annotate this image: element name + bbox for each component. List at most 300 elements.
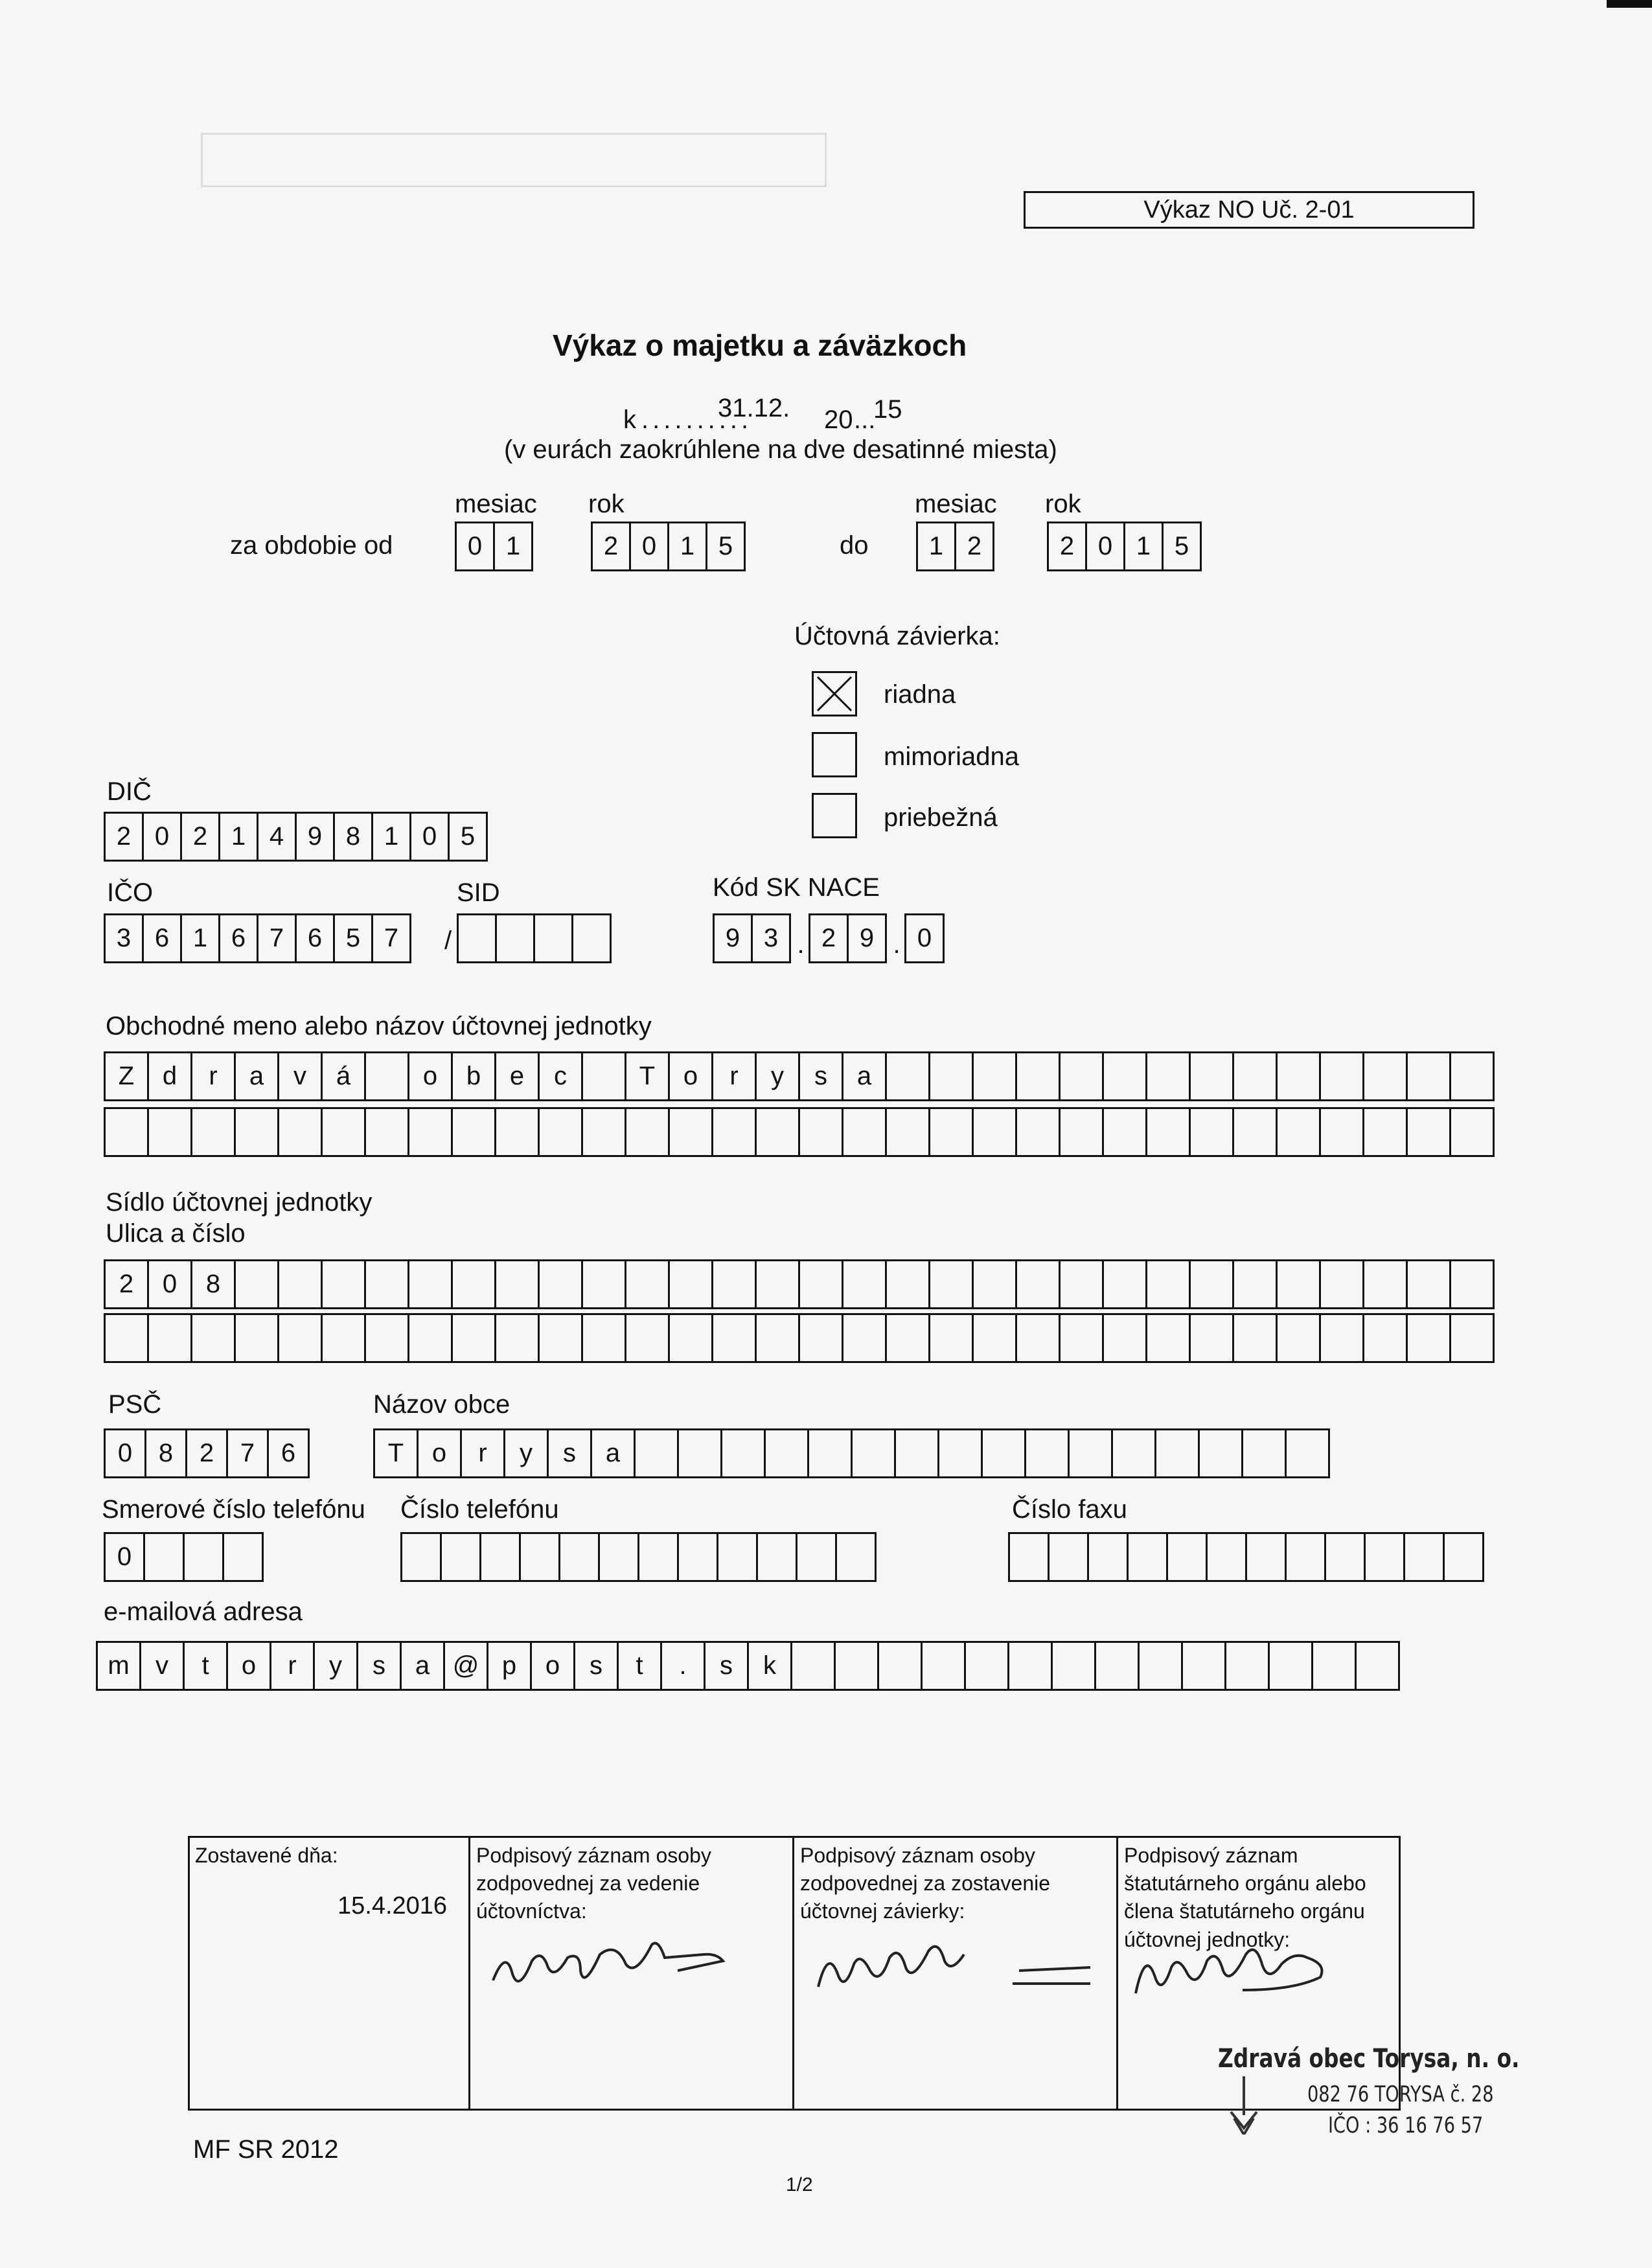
date-dots: .......... (641, 406, 753, 434)
char-cell[interactable] (277, 1313, 323, 1363)
char-cell[interactable] (1094, 1641, 1140, 1691)
char-cell[interactable]: 0 (104, 1428, 146, 1478)
char-cell[interactable] (842, 1259, 887, 1309)
char-cell[interactable] (928, 1107, 974, 1157)
char-cell[interactable] (711, 1313, 757, 1363)
char-cell[interactable]: 0 (1085, 521, 1125, 571)
char-cell[interactable] (1362, 1313, 1408, 1363)
char-cell[interactable]: a (400, 1641, 445, 1691)
char-cell[interactable]: 1 (493, 521, 533, 571)
char-cell[interactable] (1276, 1313, 1321, 1363)
char-cell[interactable]: 2 (1047, 521, 1087, 571)
char-cell[interactable]: k (747, 1641, 792, 1691)
char-cell[interactable] (1241, 1428, 1287, 1478)
char-cell[interactable] (1007, 1641, 1053, 1691)
char-cell[interactable]: p (487, 1641, 532, 1691)
char-cell[interactable]: 2 (104, 812, 144, 862)
char-cell[interactable] (1406, 1051, 1451, 1101)
page-title: Výkaz o majetku a záväzkoch (553, 328, 967, 362)
char-cell[interactable] (1145, 1051, 1191, 1101)
dic-field[interactable] (104, 812, 488, 862)
char-cell[interactable] (321, 1107, 366, 1157)
bleed-through-header (201, 133, 827, 187)
char-cell[interactable]: 0 (629, 521, 669, 571)
report-code-box (1024, 191, 1474, 229)
char-cell[interactable] (1285, 1532, 1326, 1582)
char-cell[interactable]: e (494, 1051, 540, 1101)
char-cell[interactable]: r (190, 1051, 236, 1101)
char-cell[interactable] (1276, 1107, 1321, 1157)
char-cell[interactable]: v (139, 1641, 185, 1691)
char-cell[interactable] (1102, 1259, 1147, 1309)
stamp-logo-icon (1224, 2076, 1263, 2135)
char-cell[interactable] (495, 913, 535, 963)
char-cell[interactable] (277, 1107, 323, 1157)
char-cell[interactable]: 8 (144, 1428, 187, 1478)
char-cell[interactable] (1008, 1532, 1050, 1582)
char-cell[interactable] (755, 1259, 800, 1309)
char-cell[interactable] (1319, 1259, 1364, 1309)
char-cell[interactable] (1102, 1051, 1147, 1101)
char-cell[interactable] (796, 1532, 837, 1582)
char-cell[interactable] (1059, 1107, 1104, 1157)
char-cell[interactable]: 6 (218, 913, 258, 963)
from-month-label: mesiac (455, 490, 537, 518)
char-cell[interactable] (668, 1107, 713, 1157)
char-cell[interactable]: 0 (147, 1259, 192, 1309)
char-cell[interactable] (143, 1532, 185, 1582)
char-cell[interactable] (1406, 1313, 1451, 1363)
char-cell[interactable] (1111, 1428, 1156, 1478)
char-cell[interactable] (928, 1259, 974, 1309)
char-cell[interactable] (1189, 1107, 1234, 1157)
char-cell[interactable] (1285, 1428, 1330, 1478)
char-cell[interactable] (440, 1532, 481, 1582)
year-prefix: 20 (824, 406, 853, 434)
char-cell[interactable] (798, 1107, 843, 1157)
char-cell[interactable] (1166, 1532, 1208, 1582)
char-cell[interactable] (1154, 1428, 1200, 1478)
char-cell[interactable] (1319, 1051, 1364, 1101)
char-cell[interactable]: . (660, 1641, 706, 1691)
char-cell[interactable]: á (321, 1051, 366, 1101)
char-cell[interactable]: 0 (142, 812, 182, 862)
char-cell[interactable] (972, 1259, 1017, 1309)
char-cell[interactable]: b (451, 1051, 496, 1101)
char-cell[interactable]: a (590, 1428, 636, 1478)
char-cell[interactable]: d (147, 1051, 192, 1101)
char-cell[interactable] (147, 1107, 192, 1157)
char-cell[interactable]: 2 (180, 812, 220, 862)
checkbox-priebezna[interactable] (812, 793, 857, 838)
date-prefix: k (623, 406, 636, 434)
char-cell[interactable] (234, 1259, 279, 1309)
signature-statements-label: Podpisový záznam osoby zodpovednej za zostavenie účtovnej závierky: (800, 1844, 1051, 1923)
char-cell[interactable]: T (625, 1051, 670, 1101)
char-cell[interactable] (457, 913, 497, 963)
char-cell[interactable]: 2 (591, 521, 631, 571)
char-cell[interactable] (1449, 1313, 1495, 1363)
char-cell[interactable] (1232, 1259, 1278, 1309)
char-cell[interactable] (533, 913, 573, 963)
char-cell[interactable]: 0 (455, 521, 495, 571)
char-cell[interactable]: 2 (954, 521, 994, 571)
char-cell[interactable] (364, 1259, 409, 1309)
report-code: Výkaz NO Uč. 2-01 (1143, 196, 1355, 223)
char-cell[interactable] (104, 1107, 149, 1157)
char-cell[interactable] (183, 1532, 224, 1582)
char-cell[interactable]: 1 (1123, 521, 1164, 571)
char-cell[interactable]: m (96, 1641, 141, 1691)
city-field[interactable] (373, 1428, 1330, 1478)
char-cell[interactable]: @ (443, 1641, 488, 1691)
char-cell[interactable]: 6 (267, 1428, 310, 1478)
char-cell[interactable]: 8 (333, 812, 373, 862)
char-cell[interactable] (937, 1428, 983, 1478)
char-cell[interactable] (625, 1313, 670, 1363)
char-cell[interactable] (1051, 1641, 1096, 1691)
char-cell[interactable] (1362, 1051, 1408, 1101)
char-cell[interactable] (807, 1428, 853, 1478)
char-cell[interactable]: 7 (226, 1428, 269, 1478)
signature-accounting-label: Podpisový záznam osoby zodpovednej za vedenie účtovníctva: (476, 1844, 711, 1923)
char-cell[interactable] (538, 1107, 583, 1157)
char-cell[interactable]: 5 (333, 913, 373, 963)
char-cell[interactable] (720, 1428, 766, 1478)
char-cell[interactable]: 5 (1162, 521, 1202, 571)
sid-field[interactable] (457, 913, 612, 963)
char-cell[interactable] (625, 1259, 670, 1309)
char-cell[interactable] (1059, 1051, 1104, 1101)
char-cell[interactable] (1224, 1641, 1270, 1691)
char-cell[interactable] (1198, 1428, 1243, 1478)
from-year-field[interactable] (591, 521, 746, 571)
char-cell[interactable]: 6 (295, 913, 335, 963)
char-cell[interactable] (885, 1259, 930, 1309)
char-cell[interactable] (538, 1313, 583, 1363)
char-cell[interactable] (1015, 1051, 1061, 1101)
char-cell[interactable] (1449, 1107, 1495, 1157)
char-cell[interactable] (1245, 1532, 1287, 1582)
char-cell[interactable]: 0 (104, 1532, 145, 1582)
char-cell[interactable]: 2 (104, 1259, 149, 1309)
phone-field[interactable] (400, 1532, 877, 1582)
char-cell[interactable] (1403, 1532, 1445, 1582)
char-cell[interactable] (1406, 1259, 1451, 1309)
char-cell[interactable]: s (573, 1641, 619, 1691)
char-cell[interactable] (885, 1107, 930, 1157)
char-cell[interactable]: 3 (104, 913, 144, 963)
char-cell[interactable]: o (226, 1641, 271, 1691)
char-cell[interactable]: t (183, 1641, 228, 1691)
char-cell[interactable] (147, 1313, 192, 1363)
char-cell[interactable] (234, 1107, 279, 1157)
char-cell[interactable] (1015, 1107, 1061, 1157)
char-cell[interactable] (790, 1641, 836, 1691)
char-cell[interactable]: o (668, 1051, 713, 1101)
char-cell[interactable]: T (373, 1428, 419, 1478)
char-cell[interactable] (677, 1532, 718, 1582)
char-cell[interactable] (222, 1532, 264, 1582)
char-cell[interactable]: 2 (185, 1428, 228, 1478)
char-cell[interactable] (1059, 1313, 1104, 1363)
char-cell[interactable] (1364, 1532, 1405, 1582)
char-cell[interactable]: t (617, 1641, 662, 1691)
char-cell[interactable] (1232, 1313, 1278, 1363)
char-cell[interactable] (1024, 1428, 1070, 1478)
footer-form-code: MF SR 2012 (193, 2135, 339, 2164)
char-cell[interactable] (1048, 1532, 1089, 1582)
char-cell[interactable]: 1 (667, 521, 707, 571)
char-cell[interactable] (877, 1641, 923, 1691)
char-cell[interactable] (1102, 1107, 1147, 1157)
char-cell[interactable] (1311, 1641, 1357, 1691)
char-cell[interactable]: 5 (706, 521, 746, 571)
char-cell[interactable] (972, 1051, 1017, 1101)
char-cell[interactable]: 7 (371, 913, 411, 963)
stamp-line-3: IČO : 36 16 76 57 (1328, 2113, 1484, 2138)
char-cell[interactable]: Z (104, 1051, 149, 1101)
char-cell[interactable] (407, 1313, 453, 1363)
char-cell[interactable] (1127, 1532, 1168, 1582)
char-cell[interactable] (894, 1428, 939, 1478)
email-field[interactable] (96, 1641, 1400, 1691)
char-cell[interactable] (400, 1532, 442, 1582)
char-cell[interactable] (851, 1428, 896, 1478)
char-cell[interactable] (668, 1313, 713, 1363)
char-cell[interactable] (764, 1428, 809, 1478)
char-cell[interactable] (637, 1532, 679, 1582)
checkbox-riadna[interactable] (812, 671, 857, 716)
char-cell[interactable] (1087, 1532, 1129, 1582)
char-cell[interactable] (1406, 1107, 1451, 1157)
sid-separator: / (444, 926, 452, 955)
char-cell[interactable]: 0 (904, 913, 945, 963)
char-cell[interactable] (634, 1428, 679, 1478)
char-cell[interactable] (519, 1532, 560, 1582)
char-cell[interactable] (1443, 1532, 1484, 1582)
char-cell[interactable] (321, 1313, 366, 1363)
char-cell[interactable]: r (460, 1428, 505, 1478)
char-cell[interactable] (407, 1107, 453, 1157)
char-cell[interactable]: y (755, 1051, 800, 1101)
street-row-2[interactable] (104, 1313, 1495, 1363)
char-cell[interactable] (1189, 1313, 1234, 1363)
char-cell[interactable] (494, 1259, 540, 1309)
char-cell[interactable] (677, 1428, 722, 1478)
char-cell[interactable] (798, 1259, 843, 1309)
char-cell[interactable]: o (407, 1051, 453, 1101)
char-cell[interactable] (104, 1313, 149, 1363)
char-cell[interactable]: c (538, 1051, 583, 1101)
char-cell[interactable] (451, 1259, 496, 1309)
char-cell[interactable] (928, 1313, 974, 1363)
char-cell[interactable]: 9 (295, 812, 335, 862)
char-cell[interactable] (364, 1051, 409, 1101)
char-cell[interactable]: 0 (409, 812, 450, 862)
char-cell[interactable]: 1 (916, 521, 956, 571)
char-cell[interactable] (1232, 1051, 1278, 1101)
char-cell[interactable] (711, 1259, 757, 1309)
compiled-date: 15.4.2016 (338, 1892, 448, 1919)
char-cell[interactable]: r (711, 1051, 757, 1101)
char-cell[interactable] (581, 1259, 626, 1309)
char-cell[interactable] (190, 1107, 236, 1157)
to-year-field[interactable] (1047, 521, 1202, 571)
email-label: e-mailová adresa (104, 1598, 303, 1626)
nace-field[interactable] (713, 913, 945, 963)
checkbox-mimoriadna[interactable] (812, 732, 857, 777)
address-label: Sídlo účtovnej jednotky (106, 1188, 373, 1217)
char-cell[interactable] (1276, 1051, 1321, 1101)
psc-field[interactable] (104, 1428, 310, 1478)
char-cell[interactable] (1362, 1107, 1408, 1157)
char-cell[interactable]: 8 (190, 1259, 236, 1309)
char-cell[interactable] (277, 1259, 323, 1309)
from-month-field[interactable] (455, 521, 533, 571)
year-value: 15 (873, 395, 902, 424)
char-cell[interactable] (1145, 1107, 1191, 1157)
char-cell[interactable] (842, 1313, 887, 1363)
to-month-field[interactable] (916, 521, 994, 571)
char-cell[interactable] (1145, 1259, 1191, 1309)
char-cell[interactable] (835, 1532, 877, 1582)
char-cell[interactable] (1319, 1107, 1364, 1157)
street-row-1[interactable] (104, 1259, 1495, 1309)
char-cell[interactable] (885, 1313, 930, 1363)
char-cell[interactable] (571, 913, 612, 963)
char-cell[interactable]: v (277, 1051, 323, 1101)
char-cell[interactable] (964, 1641, 1009, 1691)
char-cell[interactable] (798, 1313, 843, 1363)
char-cell[interactable] (1015, 1259, 1061, 1309)
char-cell[interactable] (1324, 1532, 1366, 1582)
char-cell[interactable] (451, 1107, 496, 1157)
char-cell[interactable] (321, 1259, 366, 1309)
char-cell[interactable] (451, 1313, 496, 1363)
char-cell[interactable] (479, 1532, 521, 1582)
char-cell[interactable]: 2 (809, 913, 849, 963)
char-cell[interactable]: 4 (257, 812, 297, 862)
char-cell[interactable] (581, 1313, 626, 1363)
char-cell[interactable] (1449, 1051, 1495, 1101)
char-cell[interactable] (364, 1313, 409, 1363)
ico-field[interactable] (104, 913, 411, 963)
char-cell[interactable] (581, 1051, 626, 1101)
char-cell[interactable] (717, 1532, 758, 1582)
char-cell[interactable]: r (270, 1641, 315, 1691)
char-cell[interactable] (834, 1641, 879, 1691)
char-cell[interactable] (538, 1259, 583, 1309)
char-cell[interactable] (1181, 1641, 1226, 1691)
char-cell[interactable]: y (313, 1641, 358, 1691)
char-cell[interactable] (407, 1259, 453, 1309)
char-cell[interactable] (756, 1532, 797, 1582)
char-cell[interactable] (1232, 1107, 1278, 1157)
year-dots: ... (854, 406, 876, 434)
char-cell[interactable] (1189, 1259, 1234, 1309)
char-cell[interactable]: s (356, 1641, 402, 1691)
fax-field[interactable] (1008, 1532, 1484, 1582)
char-cell[interactable] (1015, 1313, 1061, 1363)
char-cell[interactable] (921, 1641, 966, 1691)
char-cell[interactable] (928, 1051, 974, 1101)
char-cell[interactable]: o (417, 1428, 462, 1478)
char-cell[interactable] (711, 1107, 757, 1157)
char-cell[interactable] (972, 1107, 1017, 1157)
char-cell[interactable]: 1 (180, 913, 220, 963)
char-cell[interactable] (558, 1532, 600, 1582)
char-cell[interactable] (668, 1259, 713, 1309)
char-cell[interactable] (1068, 1428, 1113, 1478)
char-cell[interactable] (1102, 1313, 1147, 1363)
char-cell[interactable] (755, 1107, 800, 1157)
check-x-icon (814, 673, 855, 715)
char-cell[interactable] (1138, 1641, 1183, 1691)
char-cell[interactable] (1276, 1259, 1321, 1309)
char-cell[interactable]: 1 (218, 812, 258, 862)
scan-edge (1607, 0, 1652, 8)
char-cell[interactable] (1362, 1259, 1408, 1309)
char-cell[interactable] (364, 1107, 409, 1157)
char-cell[interactable]: a (234, 1051, 279, 1101)
char-cell[interactable] (1145, 1313, 1191, 1363)
handwritten-signature-2 (805, 1935, 1103, 2006)
char-cell[interactable] (885, 1051, 930, 1101)
char-cell[interactable]: s (798, 1051, 843, 1101)
char-cell[interactable] (625, 1107, 670, 1157)
char-cell[interactable] (494, 1313, 540, 1363)
char-cell[interactable]: o (530, 1641, 575, 1691)
char-cell[interactable]: a (842, 1051, 887, 1101)
char-cell[interactable] (598, 1532, 639, 1582)
char-cell[interactable] (1268, 1641, 1313, 1691)
char-cell[interactable]: s (704, 1641, 749, 1691)
char-cell[interactable] (1059, 1259, 1104, 1309)
char-cell[interactable]: 5 (448, 812, 488, 862)
char-cell[interactable]: s (547, 1428, 592, 1478)
fax-label: Číslo faxu (1012, 1495, 1127, 1524)
handwritten-signature-3 (1123, 1935, 1408, 2013)
char-cell[interactable] (494, 1107, 540, 1157)
name-row-1[interactable] (104, 1051, 1495, 1101)
char-cell[interactable] (1189, 1051, 1234, 1101)
char-cell[interactable]: 9 (713, 913, 753, 963)
sid-label: SID (457, 878, 500, 907)
char-cell[interactable]: 6 (142, 913, 182, 963)
char-cell[interactable] (972, 1313, 1017, 1363)
char-cell[interactable] (981, 1428, 1026, 1478)
char-cell[interactable]: 7 (257, 913, 297, 963)
char-cell[interactable] (842, 1107, 887, 1157)
char-cell[interactable]: y (503, 1428, 549, 1478)
char-cell[interactable] (581, 1107, 626, 1157)
char-cell[interactable] (755, 1313, 800, 1363)
nace-dot: . (797, 930, 805, 959)
name-row-2[interactable] (104, 1107, 1495, 1157)
char-cell[interactable]: 9 (847, 913, 887, 963)
char-cell[interactable]: 3 (751, 913, 791, 963)
phone-prefix-field[interactable] (104, 1532, 264, 1582)
period-label: za obdobie od (230, 531, 393, 560)
char-cell[interactable] (234, 1313, 279, 1363)
char-cell[interactable] (190, 1313, 236, 1363)
char-cell[interactable] (1355, 1641, 1400, 1691)
char-cell[interactable]: 1 (371, 812, 411, 862)
char-cell[interactable] (1206, 1532, 1247, 1582)
char-cell[interactable] (1319, 1313, 1364, 1363)
char-cell[interactable] (1449, 1259, 1495, 1309)
